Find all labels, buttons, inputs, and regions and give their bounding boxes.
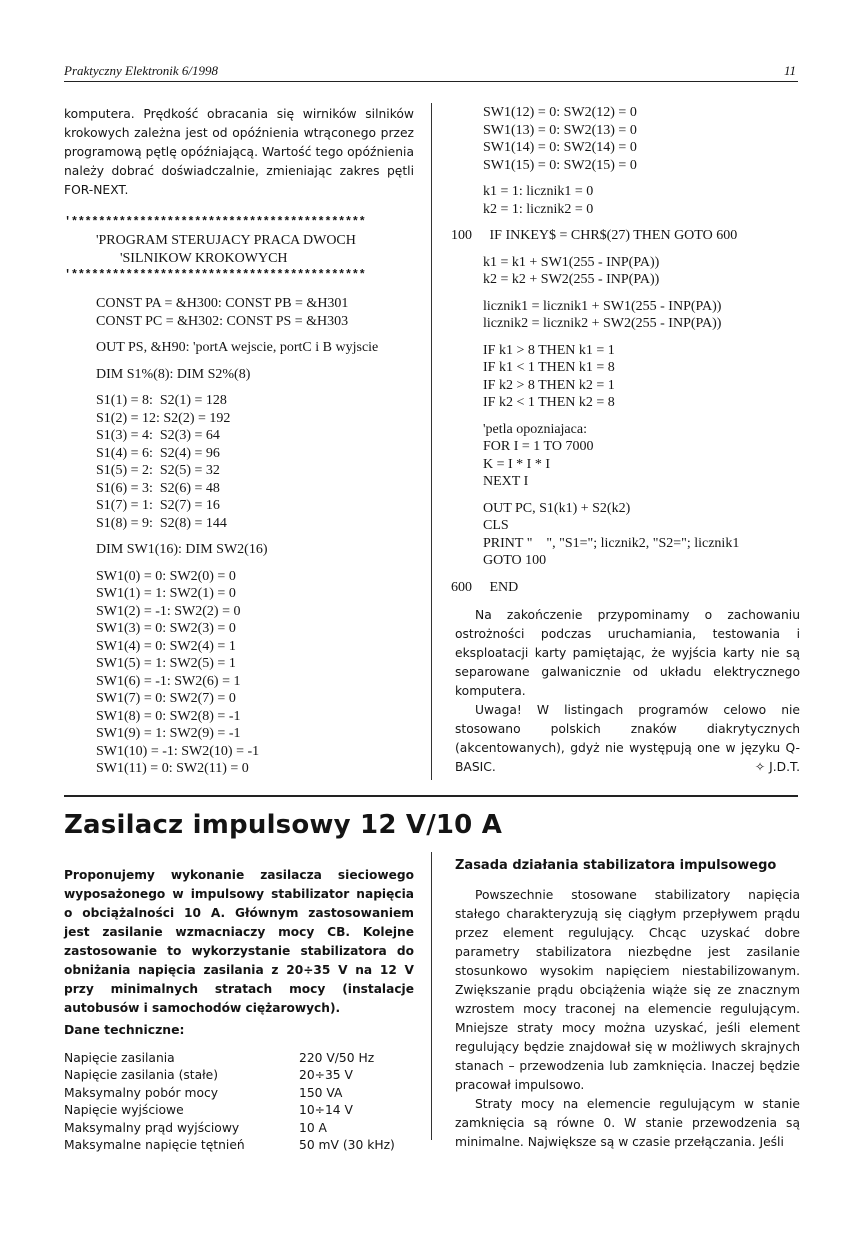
code-line: k1 = 1: licznik1 = 0 bbox=[483, 184, 594, 199]
spec-label: Maksymalny prąd wyjściowy bbox=[64, 1120, 240, 1135]
code-line: SW1(10) = -1: SW2(10) = -1 bbox=[96, 743, 260, 759]
page-number: 11 bbox=[783, 63, 796, 78]
code-line: IF k2 < 1 THEN k2 = 8 bbox=[483, 395, 615, 410]
spec-value: 220 V/50 Hz bbox=[299, 1051, 375, 1065]
code-line: k2 = 1: licznik2 = 0 bbox=[483, 201, 594, 217]
spec-label: Maksymalne napięcie tętnień bbox=[64, 1138, 245, 1153]
code-line: OUT PC, S1(k1) + S2(k2) bbox=[483, 500, 631, 516]
code-line: S1(1) = 8: S2(1) = 128 bbox=[96, 393, 227, 408]
code-line: S1(8) = 9: S2(8) = 144 bbox=[96, 515, 227, 531]
author-signature: ✧ J.D.T. bbox=[754, 760, 800, 774]
code-line: S1(2) = 12: S2(2) = 192 bbox=[96, 410, 231, 426]
body-paragraph-2: Straty mocy na elemencie regulującym w stanie zamknięcia są równe 0. W stanie przewodzenia są minimalne. Największe są w czasie przełączania. Jeśli bbox=[455, 1097, 800, 1149]
code-line: SW1(8) = 0: SW2(8) = -1 bbox=[96, 708, 241, 724]
code-line: SW1(9) = 1: SW2(9) = -1 bbox=[96, 726, 241, 741]
code-line: SW1(1) = 1: SW2(1) = 0 bbox=[96, 586, 236, 601]
code-line: SW1(12) = 0: SW2(12) = 0 bbox=[483, 105, 637, 120]
spec-label: Napięcie zasilania bbox=[64, 1051, 175, 1065]
code-line: SW1(6) = -1: SW2(6) = 1 bbox=[96, 673, 241, 689]
spec-table bbox=[64, 1050, 414, 1154]
code-line: IF k1 > 8 THEN k1 = 1 bbox=[483, 342, 615, 358]
intro-paragraph: komputera. Prędkość obracania się wirników silników krokowych zależna jest od opóźnienia wtrąconego przez programową pętlę opóźniającą. Wartość tego opóźnienia należy dobrać doświadczalnie, zmieniając zakres pętli FOR-NEXT. bbox=[64, 107, 414, 197]
dim-s-line: DIM S1%(8): DIM S2%(8) bbox=[96, 366, 251, 382]
code-line: S1(3) = 4: S2(3) = 64 bbox=[96, 428, 220, 443]
code-line: SW1(4) = 0: SW2(4) = 1 bbox=[96, 638, 236, 654]
table-row bbox=[64, 1102, 414, 1119]
code-listing-left bbox=[64, 295, 414, 778]
code-line: 'petla opozniajaca: bbox=[483, 421, 587, 437]
table-row bbox=[64, 1050, 414, 1067]
header-rule bbox=[64, 81, 798, 82]
const-line-1: CONST PA = &H300: CONST PB = &H301 bbox=[96, 296, 349, 311]
spec-label: Napięcie zasilania (stałe) bbox=[64, 1068, 219, 1083]
left-column bbox=[64, 105, 414, 778]
dim-sw-line: DIM SW1(16): DIM SW2(16) bbox=[96, 542, 268, 557]
spec-label: Napięcie wyjściowe bbox=[64, 1103, 184, 1118]
table-row bbox=[64, 1085, 414, 1102]
code-line: S1(4) = 6: S2(4) = 96 bbox=[96, 445, 220, 461]
code-line: FOR I = 1 TO 7000 bbox=[483, 439, 594, 454]
code-line: S1(5) = 2: S2(5) = 32 bbox=[96, 463, 220, 478]
code-line: S1(7) = 1: S2(7) = 16 bbox=[96, 498, 220, 513]
code-line: GOTO 100 bbox=[483, 553, 547, 568]
code-line: SW1(3) = 0: SW2(3) = 0 bbox=[96, 621, 236, 636]
code-listing-right-a bbox=[455, 104, 800, 218]
closing-paragraph-1: Na zakończenie przypominamy o zachowaniu ostrożności podczas uruchamiania, testowania i eksploatacji karty pamiętając, że wyjścia karty nie są separowane galwanicznie od układu elektrycznego komputera. bbox=[455, 608, 800, 698]
spec-value: 150 VA bbox=[299, 1085, 343, 1100]
spec-value: 50 mV (30 kHz) bbox=[299, 1138, 395, 1153]
banner-line-2: 'SILNIKOW KROKOWYCH bbox=[120, 250, 288, 266]
column-divider-bottom bbox=[431, 852, 432, 1140]
code-line: SW1(2) = -1: SW2(2) = 0 bbox=[96, 603, 241, 619]
comment-stars-top: '******************************************* bbox=[64, 215, 366, 229]
code-line: IF k1 < 1 THEN k1 = 8 bbox=[483, 360, 615, 375]
code-line: PRINT " ", "S1="; licznik2, "S2="; licznik1 bbox=[483, 535, 740, 551]
spec-value: 10 A bbox=[299, 1120, 327, 1135]
spec-heading: Dane techniczne: bbox=[64, 1022, 185, 1037]
journal-title: Praktyczny Elektronik 6/1998 bbox=[64, 63, 219, 78]
code-line: SW1(15) = 0: SW2(15) = 0 bbox=[483, 157, 637, 173]
page-header bbox=[64, 63, 798, 81]
table-row bbox=[64, 1120, 414, 1137]
code-line: SW1(5) = 1: SW2(5) = 1 bbox=[96, 656, 236, 671]
code-line: SW1(0) = 0: SW2(0) = 0 bbox=[96, 568, 236, 584]
line-600: 600 END bbox=[451, 579, 519, 595]
article-title: Zasilacz impulsowy 12 V/10 A bbox=[64, 810, 503, 840]
spec-value: 10÷14 V bbox=[299, 1103, 353, 1118]
code-line: S1(6) = 3: S2(6) = 48 bbox=[96, 480, 220, 496]
code-line: k1 = k1 + SW1(255 - INP(PA)) bbox=[483, 254, 660, 270]
table-row bbox=[64, 1137, 414, 1154]
line-100: 100 IF INKEY$ = CHR$(27) THEN GOTO 600 bbox=[451, 228, 738, 243]
code-line: SW1(11) = 0: SW2(11) = 0 bbox=[96, 761, 249, 776]
code-listing-right-b bbox=[455, 254, 800, 570]
spec-label: Maksymalny pobór mocy bbox=[64, 1085, 219, 1100]
code-line: CLS bbox=[483, 518, 509, 533]
section-rule bbox=[64, 795, 798, 797]
spec-value: 20÷35 V bbox=[299, 1068, 353, 1083]
closing-paragraph-2: Uwaga! W listingach programów celowo nie stosowano polskich znaków diakrytycznych (akcentowanych), gdyż nie występują one w języku Q-BASIC. bbox=[455, 703, 800, 774]
out-line: OUT PS, &H90: 'portA wejscie, portC i B wyjscie bbox=[96, 340, 379, 355]
body-paragraph-1: Powszechnie stosowane stabilizatory napięcia stałego charakteryzują się ciągłym przepływem prądu przez element regulujący. Chcąc uzyskać dobre parametry stabilizatora niezbędne jest zasilanie stosunkowo wysokim napięciem niestabilizowanym. Zwiększanie prądu obciążenia wiąże się ze znacznym wzrostem mocy traconej na elemencie regulującym. Mniejsze straty mocy można uzyskać, jeśli element regulujący będzie znajdował się w możliwych skrajnych stanach – przewodzenia lub zamknięcia. Inaczej będzie pracował impulsowo. bbox=[455, 888, 800, 1092]
code-line: SW1(7) = 0: SW2(7) = 0 bbox=[96, 691, 236, 706]
code-line: NEXT I bbox=[483, 474, 529, 489]
article-body bbox=[455, 886, 800, 1152]
code-line: k2 = k2 + SW2(255 - INP(PA)) bbox=[483, 272, 660, 287]
column-divider-top bbox=[431, 103, 432, 780]
code-line: licznik1 = licznik1 + SW1(255 - INP(PA)) bbox=[483, 298, 722, 314]
const-line-2: CONST PC = &H302: CONST PS = &H303 bbox=[96, 313, 349, 329]
table-row bbox=[64, 1067, 414, 1084]
code-line: K = I * I * I bbox=[483, 456, 550, 472]
code-line: IF k2 > 8 THEN k2 = 1 bbox=[483, 377, 615, 393]
right-column bbox=[451, 104, 800, 777]
comment-stars-bottom: '******************************************* bbox=[64, 268, 366, 282]
section-subheading: Zasada działania stabilizatora impulsowego bbox=[455, 858, 777, 873]
code-line: SW1(13) = 0: SW2(13) = 0 bbox=[483, 122, 637, 138]
banner-line-1: 'PROGRAM STERUJACY PRACA DWOCH bbox=[96, 233, 356, 248]
code-line: SW1(14) = 0: SW2(14) = 0 bbox=[483, 140, 637, 155]
article-lead: Proponujemy wykonanie zasilacza sieciowego wyposażonego w impulsowy stabilizator napięcia o obciążalności 10 A. Głównym zastosowaniem jest zasilanie wzmacniaczy mocy CB. Kolejne zastosowanie to wykorzystanie stabilizatora do obniżania napięcia zasilania z 20÷35 V na 12 V przy minimalnych stratach mocy (instalacje autobusów i samochodów ciężarowych). bbox=[64, 868, 414, 1016]
code-line: licznik2 = licznik2 + SW2(255 - INP(PA)) bbox=[483, 316, 722, 331]
